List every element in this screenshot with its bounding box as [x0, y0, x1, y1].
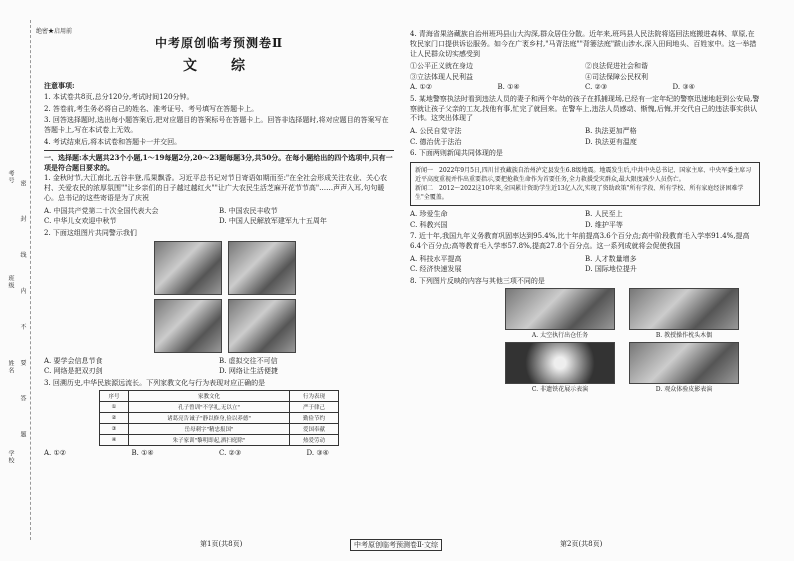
name-label: 姓名 — [7, 360, 14, 374]
question-4-options — [410, 82, 760, 93]
table-cell: 热爱劳动 — [290, 435, 339, 446]
statement-item: ②良法促进社会和谐 — [585, 62, 648, 71]
statement-item: ①公平正义就在身边 — [410, 62, 473, 71]
table-cell: ③ — [100, 424, 129, 435]
question-2-stem: 2. 下面这组图片共同警示我们 — [44, 228, 137, 237]
table-header: 行为表现 — [290, 391, 339, 402]
question-4-stem: 4. 青海省果洛藏族自治州班玛县山大沟深,群众居住分散。近年来,班玛县人民法院将巡回法庭搬进森林、草原,在牧民家门口提供诉讼服务。如今在广袤乡村,"马背法庭""背篓法庭"跋山涉水,深入田间地头、百姓家中。这一举措让人民群众切实感受到 — [410, 30, 757, 58]
statement-item: ④司法保障公民权利 — [585, 72, 648, 81]
cartoon-image — [154, 241, 222, 295]
option[interactable]: A. ①② — [44, 449, 67, 458]
exam-title: 中考原创临考预测卷Ⅱ — [154, 36, 284, 50]
iron-flower-photo — [505, 342, 615, 384]
table-cell: 诸葛亮告诫子"静以修身,俭以养德" — [129, 413, 290, 424]
class-label: 班级 — [7, 275, 14, 289]
school-label: 学校 — [7, 450, 14, 464]
option[interactable]: C. ②③ — [585, 83, 608, 92]
cartoon-image — [228, 241, 296, 295]
question-6-news-box — [410, 162, 760, 206]
question-6-stem: 6. 下面两则新闻共同体现的是 — [410, 149, 503, 158]
photo-caption: C. 非遗铁花展示表演 — [531, 386, 589, 394]
note-item: 4. 考试结束后,将本试卷和答题卡一并交回。 — [44, 137, 182, 146]
question-7-stem: 7. 近十年,我国九年义务教育巩固率达到95.4%,比十年前提高3.6个百分点;高中阶段教育毛入学率91.4%,提高6.4个百分点;高等教育毛入学率57.8%,提高27.8个百分点。这一系列成就将会促使我国 — [410, 232, 750, 250]
astronaut-photo — [505, 288, 615, 330]
table-row — [100, 435, 339, 446]
photo-a — [505, 288, 615, 339]
option[interactable]: A. ①② — [410, 83, 433, 92]
table-cell: 岳母刺字"精忠报国" — [129, 424, 290, 435]
question-8-images — [505, 288, 760, 393]
question-1-options — [44, 206, 394, 227]
option[interactable]: D. 维护平等 — [585, 220, 623, 229]
note-item: 3. 回答选择题时,选出每小题答案后,把对应题目的答案标号在答题卡上。回答非选择题时,将对应题目的答案写在答题卡上,写在本试卷上无效。 — [44, 116, 389, 135]
question-4-items — [410, 61, 760, 82]
option[interactable]: C. ②③ — [219, 449, 242, 458]
puppet-photo — [629, 288, 739, 330]
table-header: 序号 — [100, 391, 129, 402]
option[interactable]: C. 经济快速发展 — [410, 265, 462, 274]
table-cell: 勤俭节约 — [290, 413, 339, 424]
question-1-stem: 1. 金秋时节,大江南北,五谷丰登,瓜果飘香。习近平总书记对节日寄语如期而至:"在全社会形成关注农业、关心农村、关爱农民的浓厚氛围""让乡亲们的日子越过越红火""让广大农民生活芝麻开花节节高"……声声入耳,句句暖心。总书记的这些寄语是为了庆祝 — [44, 174, 388, 202]
option[interactable]: B. ①④ — [497, 83, 520, 92]
notes-heading: 注意事项: — [44, 81, 75, 90]
option[interactable]: C. 中华儿女欢迎中秋节 — [44, 217, 117, 226]
cartoon-image — [154, 299, 222, 353]
seal-line-text: 密 封 线 内 不 要 答 题 — [19, 180, 26, 452]
table-cell: ④ — [100, 435, 129, 446]
table-row — [100, 424, 339, 435]
exam-subject: 文 综 — [183, 58, 255, 74]
option[interactable]: A. 珍爱生命 — [410, 210, 448, 219]
question-5-stem: 5. 某地警察执法时看到违法人员的妻子和两个年幼的孩子在抓捕现场,已经有一定年纪的警察迅速地赶到公安局,警察就让孩子父亲的工友,找他有事,忙完了就回来。在警车上,违法人员感动、惭愧,后悔,并交代自己的违法事实供认不讳。这突出体现了 — [410, 94, 760, 123]
question-3-stem: 3. 回溯历史,中华民族源远流长。下列家教文化与行为表现对应正确的是 — [44, 378, 266, 387]
right-column — [410, 28, 760, 393]
table-row — [100, 413, 339, 424]
option[interactable]: B. 虚拟交往不可信 — [219, 356, 278, 365]
question-8-stem: 8. 下列图片反映的内容与其他三项不同的是 — [410, 276, 545, 285]
option[interactable]: A. 要学会信息节食 — [44, 356, 103, 365]
note-item: 2. 答卷前,考生务必将自己的姓名、准考证号、考号填写在答题卡上。 — [44, 104, 259, 113]
question-2-images — [154, 241, 394, 353]
exam-no-label: 考号 — [7, 170, 14, 184]
option[interactable]: C. 网络是把双刃剑 — [44, 367, 103, 376]
option[interactable]: A. 科技水平提高 — [410, 254, 462, 263]
option[interactable]: B. 人才数量增多 — [585, 254, 637, 263]
option[interactable]: D. 国际地位提升 — [585, 265, 637, 274]
option[interactable]: A. 公民自觉守法 — [410, 127, 462, 136]
photo-d — [629, 342, 739, 393]
question-3-table — [99, 390, 339, 446]
page-number-right: 第2页(共8页) — [560, 540, 603, 548]
option[interactable]: D. 网络让生活便捷 — [219, 367, 278, 376]
table-row — [100, 402, 339, 413]
section-one-heading: 一、选择题:本大题共23个小题,1～19每题2分,20～23题每题3分,共50分。在每小题给出的四个选项中,只有一项是符合题目要求的。 — [44, 150, 394, 173]
option[interactable]: B. 执法更加严格 — [585, 127, 637, 136]
option[interactable]: B. 人民至上 — [585, 210, 623, 219]
binding-margin — [0, 20, 31, 540]
table-header: 家教文化 — [129, 391, 290, 402]
question-6-options — [410, 209, 760, 230]
footer-title: 中考原创临考预测卷Ⅱ·文综 — [350, 539, 442, 551]
option[interactable]: C. 科教兴国 — [410, 220, 448, 229]
table-cell: 朱子家训"黎明即起,洒扫庭除" — [129, 435, 290, 446]
table-cell: 爱国奉献 — [290, 424, 339, 435]
question-7-options — [410, 254, 760, 275]
option[interactable]: D. ③④ — [672, 83, 695, 92]
shadow-play-photo — [629, 342, 739, 384]
option[interactable]: B. ①④ — [131, 449, 154, 458]
table-cell: ① — [100, 402, 129, 413]
page-number-left: 第1页(共8页) — [200, 540, 243, 548]
option[interactable]: D. ③④ — [306, 449, 329, 458]
option[interactable]: B. 中国农民丰收节 — [219, 206, 278, 215]
news-item: 新闻二 2012～2022这10年来,全国累计资助学生近13亿人次,实现了资助政策"所有学段、所有学校、所有家庭经济困难学生"全覆盖。 — [415, 185, 744, 202]
option[interactable]: D. 中国人民解放军建军九十五周年 — [219, 217, 327, 226]
table-cell: ② — [100, 413, 129, 424]
photo-caption: B. 教授操作枕头木偶 — [655, 332, 713, 340]
option[interactable]: D. 执法更有温度 — [585, 137, 637, 146]
question-5-options — [410, 126, 760, 147]
left-column — [44, 28, 394, 459]
secret-label: 绝密★启用前 — [36, 28, 73, 35]
table-cell: 严于律己 — [290, 402, 339, 413]
option[interactable]: C. 德治优于法治 — [410, 137, 462, 146]
photo-caption: D. 观众体验皮影表演 — [655, 386, 713, 394]
cartoon-image — [228, 299, 296, 353]
option[interactable]: A. 中国共产党第二十次全国代表大会 — [44, 206, 159, 215]
photo-c — [505, 342, 615, 393]
photo-b — [629, 288, 739, 339]
question-2-options — [44, 356, 394, 377]
question-3-options — [44, 448, 394, 459]
photo-caption: A. 太空执行出仓任务 — [531, 332, 589, 340]
statement-item: ③立法体现人民利益 — [410, 72, 473, 81]
news-item: 新闻一 2022年9月5日,四川甘孜藏族自治州泸定县发生6.8级地震。地震发生后,中共中央总书记、国家主席、中央军委主席习近平高度重视并作出重要指示,要把抢救生命作为首要任务,全力救援受灾群众,最大限度减少人员伤亡。 — [415, 167, 752, 184]
note-item: 1. 本试卷共8页,总分120分,考试时间120分钟。 — [44, 92, 194, 101]
table-cell: 孔子曾训"不学礼,无以立" — [129, 402, 290, 413]
